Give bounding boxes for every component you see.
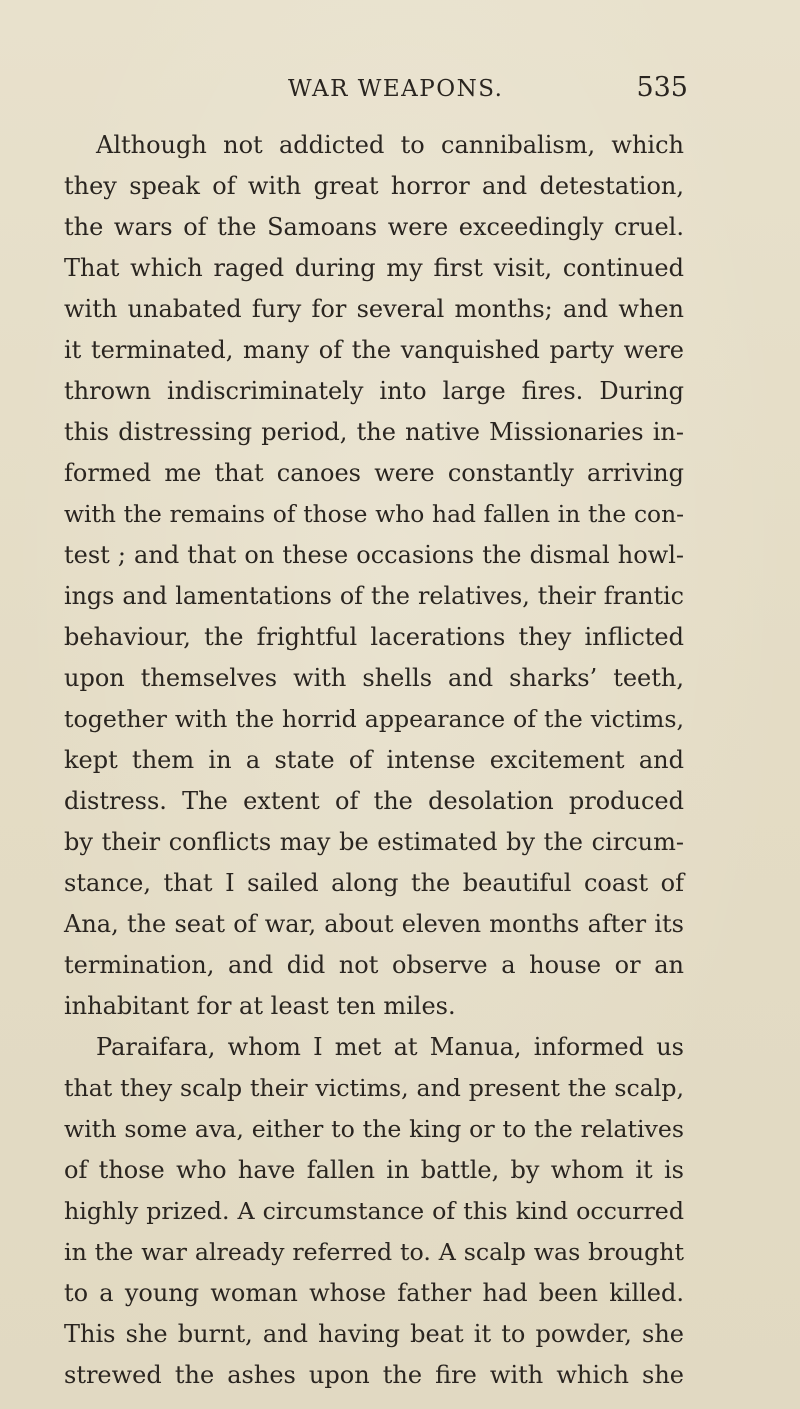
- text-line: This she burnt, and having beat it to powder, she: [64, 1320, 684, 1348]
- text-line: upon themselves with shells and sharks’ teeth,: [64, 664, 684, 692]
- page-number: 535: [636, 72, 688, 103]
- text-line: this distressing period, the native Missionaries in-: [64, 418, 684, 446]
- text-line: strewed the ashes upon the fire with which she: [64, 1361, 684, 1389]
- text-line: highly prized. A circumstance of this kind occurred: [64, 1197, 684, 1225]
- text-line: Ana, the seat of war, about eleven months after its: [64, 910, 684, 938]
- text-line: stance, that I sailed along the beautiful coast of: [64, 869, 684, 897]
- text-line: with unabated fury for several months; and when: [64, 295, 684, 323]
- text-line: it terminated, many of the vanquished party were: [64, 336, 684, 364]
- text-line: Paraifara, whom I met at Manua, informed us: [96, 1033, 684, 1061]
- text-line: ings and lamentations of the relatives, their frantic: [64, 582, 684, 610]
- text-line: in the war already referred to. A scalp was brought: [64, 1238, 684, 1266]
- text-line: inhabitant for at least ten miles.: [64, 992, 456, 1020]
- text-line: by their conflicts may be estimated by the circum-: [64, 828, 684, 856]
- text-line: formed me that canoes were constantly arriving: [64, 459, 684, 487]
- running-title: WAR WEAPONS.: [288, 76, 504, 102]
- text-line: with the remains of those who had fallen in the con-: [64, 500, 684, 528]
- text-line: they speak of with great horror and detestation,: [64, 172, 684, 200]
- text-line: to a young woman whose father had been killed.: [64, 1279, 684, 1307]
- text-line: That which raged during my first visit, continued: [64, 254, 684, 282]
- text-line: test ; and that on these occasions the dismal howl-: [64, 541, 684, 569]
- text-line: behaviour, the frightful lacerations they inflicted: [64, 623, 684, 651]
- text-line: thrown indiscriminately into large fires. During: [64, 377, 684, 405]
- text-line: of those who have fallen in battle, by whom it is: [64, 1156, 684, 1184]
- text-line: with some ava, either to the king or to the relatives: [64, 1115, 684, 1143]
- text-line: Although not addicted to cannibalism, which: [96, 131, 684, 159]
- text-line: kept them in a state of intense excitement and: [64, 746, 684, 774]
- text-line: the wars of the Samoans were exceedingly cruel.: [64, 213, 684, 241]
- text-line: termination, and did not observe a house or an: [64, 951, 684, 979]
- text-line: distress. The extent of the desolation produced: [64, 787, 684, 815]
- text-line: that they scalp their victims, and present the scalp,: [64, 1074, 684, 1102]
- text-line: together with the horrid appearance of the victims,: [64, 705, 684, 733]
